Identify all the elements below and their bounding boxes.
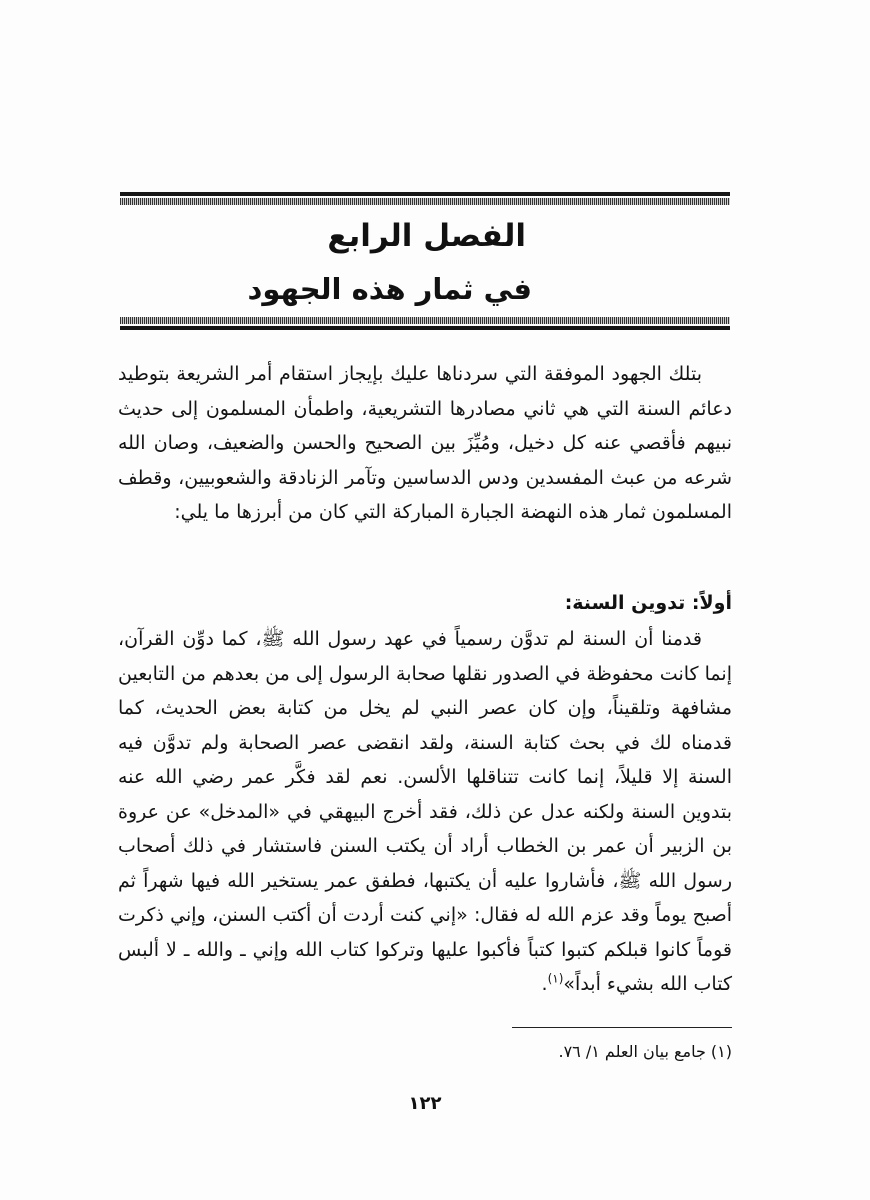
section-heading: أولاً: تدوين السنة: [564, 592, 732, 614]
intro-paragraph: بتلك الجهود الموفقة التي سردناها عليك بإيجاز استقام أمر الشريعة بتوطيد دعائم السنة التي هي ثاني مصادرها التشريعية، واطمأن المسلمون إلى حديث نبيهم فأقصي عنه كل دخيل، ومُيِّزَ بين الصحيح والحسن والضعيف، وصان الله شرعه من عبث المفسدين ودس الدساسين وتآمر الزنادقة والشعوبيين، وقطف المسلمون ثمار هذه النهضة الجبارة المباركة التي كان من أبرزها ما يلي: [118, 363, 732, 523]
chapter-header-bottom-rule [120, 315, 730, 330]
chapter-header-top-rule [120, 192, 730, 205]
hatched-rule [120, 198, 730, 205]
sentence-end: . [541, 973, 548, 995]
thick-rule [120, 326, 730, 330]
section-paragraph-text: قدمنا أن السنة لم تدوَّن رسمياً في عهد رسول الله ﷺ، كما دوِّن القرآن، إنما كانت محفوظة في الصدور نقلها صحابة الرسول إلى من بعدهم من التابعين مشافهة وتلقيناً، وإن كان عصر النبي لم يخل من كتابة بعض الحديث، كما قدمناه لك في بحث كتابة السنة، ولقد انقضى عصر الصحابة ولم تدوَّن فيه السنة إلا قليلاً، إنما كانت تتناقلها الألسن. نعم لقد فكَّر عمر رضي الله عنه بتدوين السنة ولكنه عدل عن ذلك، فقد أخرج البيهقي في «المدخل» عن عروة بن الزبير أن عمر بن الخطاب أراد أن يكتب السنن فاستشار في ذلك أصحاب رسول الله ﷺ، فأشاروا عليه أن يكتبها، فطفق عمر يستخير الله فيها شهراً ثم أصبح يوماً وقد عزم الله له فقال: «إني كنت أردت أن أكتب السنن، وإني ذكرت قوماً كانوا قبلكم كتبوا كتباً فأكبوا عليها وتركوا كتاب الله وإني ـ والله ـ لا ألبس كتاب الله بشيء أبداً» [118, 628, 732, 995]
hatched-rule [120, 317, 730, 324]
page-number: ١٢٢ [408, 1093, 442, 1114]
chapter-title: الفصل الرابع [327, 218, 526, 254]
footnote-reference: (١) [547, 971, 564, 986]
section-paragraph [118, 622, 732, 1002]
chapter-subtitle: في ثمار هذه الجهود [247, 272, 532, 306]
thick-rule [120, 192, 730, 196]
footnote: (١) جامع بيان العلم ١/ ٧٦. [558, 1042, 732, 1061]
footnote-separator [512, 1027, 732, 1028]
